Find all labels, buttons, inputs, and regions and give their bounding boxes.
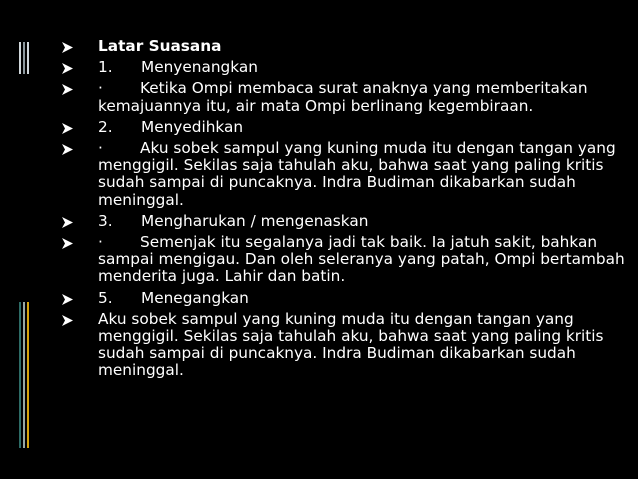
item-text: Menegangkan: [141, 288, 249, 307]
arrow-bullet-icon: [62, 294, 73, 305]
item-text: Menyedihkan: [141, 117, 244, 136]
list-item: [62, 119, 627, 136]
arrow-bullet-icon: [62, 63, 73, 74]
item-number: 2.: [98, 117, 113, 136]
list-item: [62, 38, 627, 55]
item-number: 1.: [98, 58, 113, 77]
list-item: [62, 290, 627, 307]
list-item: [62, 234, 627, 286]
arrow-bullet-icon: [62, 42, 73, 53]
list-item: [62, 311, 627, 380]
arrow-bullet-icon: [62, 123, 73, 134]
arrow-bullet-icon: [62, 144, 73, 155]
item-number: 3.: [98, 211, 113, 230]
decorative-bars-bottom: [19, 302, 29, 448]
arrow-bullet-icon: [62, 84, 73, 95]
arrow-bullet-icon: [62, 217, 73, 228]
item-number: 5.: [98, 288, 113, 307]
item-text: Aku sobek sampul yang kuning muda itu dengan tangan yang menggigil. Sekilas saja tahulah aku, bahwa saat yang paling kritis sudah sampai di puncaknya. Indra Budiman dikabarkan sudah meninggal.: [98, 139, 616, 209]
item-text: Mengharukan / mengenaskan: [141, 211, 369, 230]
list-item: [62, 59, 627, 76]
item-text: Aku sobek sampul yang kuning muda itu dengan tangan yang menggigil. Sekilas saja tahulah aku, bahwa saat yang paling kritis sudah sampai di puncaknya. Indra Budiman dikabarkan sudah meninggal.: [98, 309, 604, 380]
section-heading: Latar Suasana: [98, 37, 222, 55]
list-item: [62, 213, 627, 230]
arrow-bullet-icon: [62, 238, 73, 249]
list-item: [62, 140, 627, 209]
item-marker: ·: [98, 79, 103, 98]
item-marker: ·: [98, 233, 103, 252]
item-text: Menyenangkan: [141, 58, 258, 77]
bullet-list: [62, 38, 627, 384]
item-text: Ketika Ompi membaca surat anaknya yang memberitakan kemajuannya itu, air mata Ompi berlinang kegembiraan.: [98, 79, 588, 115]
decorative-bars-top: [19, 42, 29, 74]
item-marker: ·: [98, 139, 103, 158]
arrow-bullet-icon: [62, 315, 73, 326]
list-item: [62, 80, 627, 114]
item-text: Semenjak itu segalanya jadi tak baik. Ia jatuh sakit, bahkan sampai mengigau. Dan oleh seleranya yang patah, Ompi bertambah menderita juga. Lahir dan batin.: [98, 233, 625, 286]
